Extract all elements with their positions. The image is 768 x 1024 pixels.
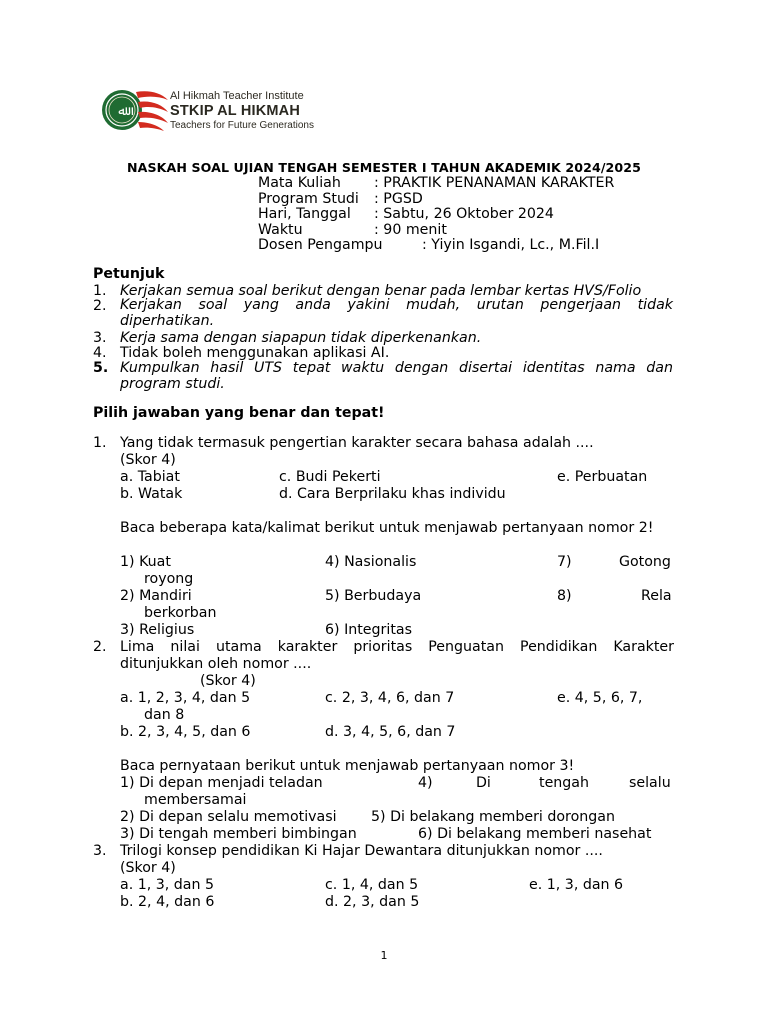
- instruction-number: 2.: [93, 298, 107, 314]
- word-item: 5) Berbudaya: [325, 588, 422, 604]
- info-label: Program Studi: [258, 190, 359, 207]
- exam-title: NASKAH SOAL UJIAN TENGAH SEMESTER I TAHUN AKADEMIK 2024/2025: [126, 160, 642, 175]
- question-number: 1.: [93, 435, 107, 451]
- statement-item: selalu: [629, 775, 671, 791]
- info-label: Waktu: [258, 221, 303, 238]
- option-e: e. Perbuatan: [557, 469, 648, 485]
- word-item: 1) Kuat: [120, 554, 171, 570]
- option-e: e. 1, 3, dan 6: [529, 877, 624, 893]
- instruction-text: Kerja sama dengan siapapun tidak diperkenankan.: [120, 330, 482, 346]
- info-label: Hari, Tanggal: [258, 206, 351, 222]
- instruction-text: Kumpulkan hasil UTS tepat waktu dengan disertai identitas nama dan program studi.: [120, 360, 673, 392]
- word-item: 2) Mandiri: [120, 588, 192, 604]
- option-a: a. Tabiat: [120, 469, 180, 485]
- option-d: d. 3, 4, 5, 6, dan 7: [325, 724, 456, 740]
- word-item: royong: [144, 571, 194, 587]
- statement-item: tengah: [539, 775, 589, 791]
- svg-text:ﷲ: ﷲ: [118, 104, 126, 119]
- question-number: 3.: [93, 843, 107, 859]
- instruction-number: 1.: [93, 283, 107, 299]
- logo-line-1: Al Hikmah Teacher Institute: [170, 90, 304, 102]
- info-value: : PGSD: [374, 190, 423, 207]
- instructions-heading: Petunjuk: [93, 266, 165, 282]
- statement-item: 2) Di depan selalu memotivasi: [120, 809, 337, 825]
- option-d: d. 2, 3, dan 5: [325, 894, 420, 910]
- logo-text: [170, 90, 314, 132]
- question-text: Yang tidak termasuk pengertian karakter secara bahasa adalah ....: [120, 435, 594, 451]
- statement-item: membersamai: [144, 792, 247, 808]
- option-b: b. 2, 4, dan 6: [120, 894, 215, 910]
- question-text: Trilogi konsep pendidikan Ki Hajar Dewantara ditunjukkan nomor ....: [120, 843, 603, 859]
- instruction-text: Kerjakan soal yang anda yakini mudah, urutan pengerjaan tidak diperhatikan.: [120, 297, 673, 329]
- logo-line-2: STKIP AL HIKMAH: [170, 103, 301, 119]
- option-b: b. 2, 3, 4, 5, dan 6: [120, 724, 251, 740]
- question-score: (Skor 4): [120, 860, 176, 876]
- info-label: Dosen Pengampu: [258, 237, 383, 253]
- instruction-number: 5.: [93, 360, 109, 376]
- info-value: : PRAKTIK PENANAMAN KARAKTER: [374, 175, 615, 191]
- statement-item: 3) Di tengah memberi bimbingan: [120, 826, 357, 842]
- statement-item: 4): [418, 775, 433, 791]
- info-label: Mata Kuliah: [258, 175, 341, 191]
- question-number: 2.: [93, 639, 107, 655]
- section-heading: Pilih jawaban yang benar dan tepat!: [93, 405, 385, 421]
- word-item: 8): [557, 588, 572, 604]
- instruction-text: Kerjakan semua soal berikut dengan benar pada lembar kertas HVS/Folio: [120, 283, 642, 299]
- statement-item: 6) Di belakang memberi nasehat: [418, 826, 652, 842]
- word-item: Rela: [641, 588, 672, 604]
- flame-icon: [134, 86, 170, 134]
- option-a: a. 1, 3, dan 5: [120, 877, 215, 893]
- logo-line-3: Teachers for Future Generations: [170, 120, 314, 131]
- word-item: 4) Nasionalis: [325, 554, 417, 570]
- question-score: (Skor 4): [200, 673, 256, 689]
- word-item: berkorban: [144, 605, 217, 621]
- option-d: d. Cara Berprilaku khas individu: [279, 486, 506, 502]
- word-item: Gotong: [619, 554, 671, 570]
- word-item: 7): [557, 554, 572, 570]
- statement-item: Di: [476, 775, 491, 791]
- question-text: Lima nilai utama karakter prioritas Penguatan Pendidikan Karakter ditunjukkan oleh nomor ....: [120, 639, 674, 672]
- option-b: b. Watak: [120, 486, 183, 502]
- option-c: c. 1, 4, dan 5: [325, 877, 419, 893]
- info-value: : Yiyin Isgandi, Lc., M.Fil.I: [422, 237, 600, 253]
- page-number: 1: [380, 949, 388, 962]
- option-c: c. Budi Pekerti: [279, 469, 381, 485]
- instruction-text: Tidak boleh menggunakan aplikasi AI.: [120, 345, 390, 361]
- info-value: : 90 menit: [374, 221, 447, 238]
- statement-item: 5) Di belakang memberi dorongan: [371, 809, 615, 825]
- word-item: 3) Religius: [120, 622, 195, 638]
- word-item: 6) Integritas: [325, 622, 412, 638]
- statement-item: 1) Di depan menjadi teladan: [120, 775, 323, 791]
- option-a: a. 1, 2, 3, 4, dan 5: [120, 690, 251, 706]
- passage-intro: Baca beberapa kata/kalimat berikut untuk menjawab pertanyaan nomor 2!: [120, 520, 654, 536]
- instruction-number: 3.: [93, 330, 107, 346]
- instruction-number: 4.: [93, 345, 107, 361]
- institution-logo: [100, 86, 320, 138]
- question-score: (Skor 4): [120, 452, 176, 468]
- option-c: c. 2, 3, 4, 6, dan 7: [325, 690, 455, 706]
- passage-intro: Baca pernyataan berikut untuk menjawab pertanyaan nomor 3!: [120, 758, 575, 774]
- option-e: e. 4, 5, 6, 7,: [557, 690, 643, 706]
- info-value: : Sabtu, 26 Oktober 2024: [374, 206, 554, 222]
- option-e-continued: dan 8: [144, 707, 185, 723]
